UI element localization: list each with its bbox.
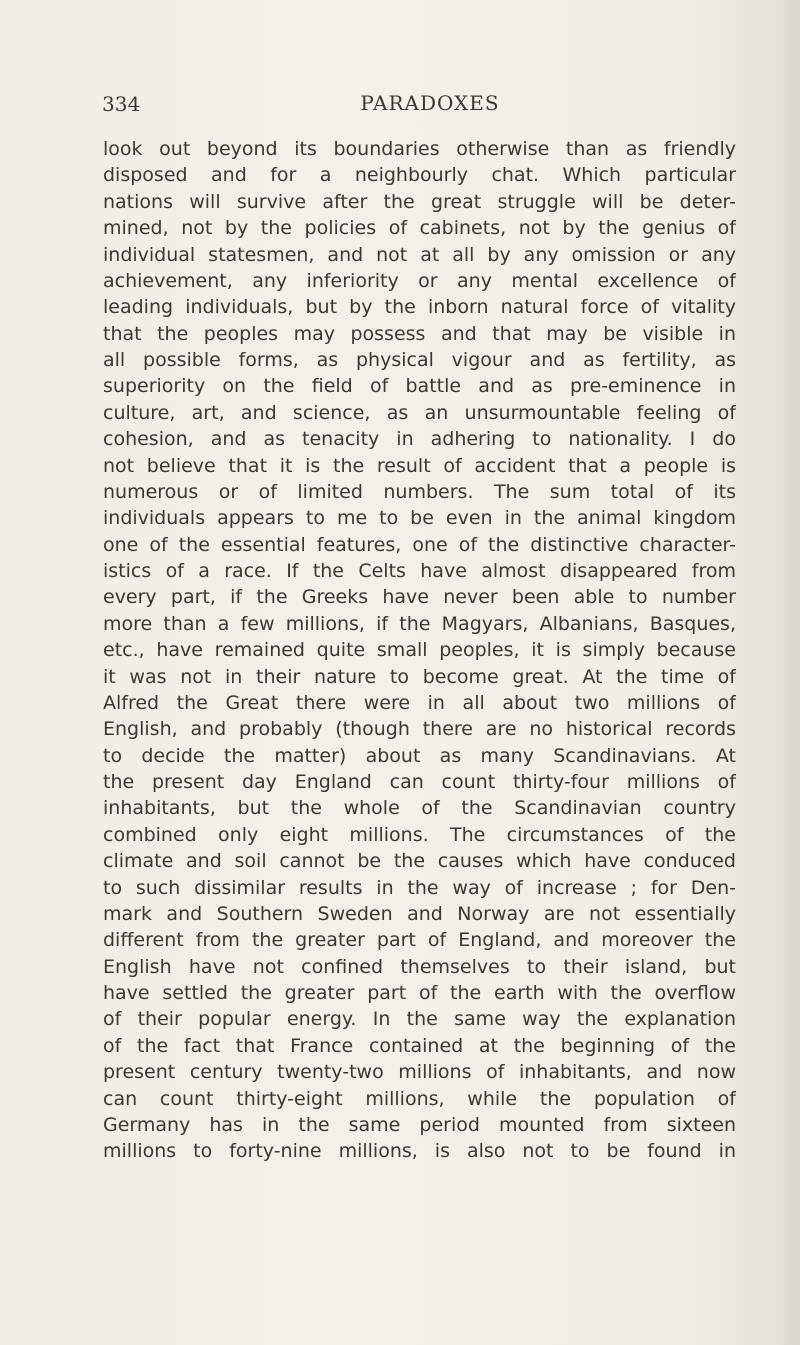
text-line: culture, art, and science, as an unsurmountable feeling of xyxy=(103,401,736,424)
text-line: to such dissimilar results in the way of increase ; for Den- xyxy=(103,876,736,899)
text-line: of the fact that France contained at the beginning of the xyxy=(103,1034,736,1057)
text-line: mark and Southern Sweden and Norway are not essentially xyxy=(103,902,736,925)
text-line: all possible forms, as physical vigour and as fertility, as xyxy=(103,349,736,371)
text-line: English have not confined themselves to their island, but xyxy=(103,955,736,978)
body-text xyxy=(103,136,736,1165)
text-line: climate and soil cannot be the causes which have conduced xyxy=(103,850,736,873)
text-line: individuals appears to me to be even in the animal kingdom xyxy=(103,507,736,530)
text-line: every part, if the Greeks have never been able to number xyxy=(103,586,736,609)
text-line: look out beyond its boundaries otherwise than as friendly xyxy=(103,138,736,160)
text-line: can count thirty-eight millions, while the population of xyxy=(103,1087,736,1110)
running-title: PARADOXES xyxy=(360,91,500,115)
text-line: combined only eight millions. The circumstances of the xyxy=(103,823,736,846)
page-number: 334 xyxy=(102,92,141,116)
text-line: individual statesmen, and not at all by any omission or any xyxy=(103,243,736,266)
text-line: millions to forty-nine millions, is also not to be found in xyxy=(103,1140,736,1163)
text-line: the present day England can count thirty-four millions of xyxy=(103,771,736,793)
text-line: that the peoples may possess and that may be visible in xyxy=(103,322,736,345)
text-line: inhabitants, but the whole of the Scandinavian country xyxy=(103,797,736,820)
text-line: istics of a race. If the Celts have almost disappeared from xyxy=(103,560,736,582)
text-line: different from the greater part of England, and moreover the xyxy=(103,929,736,952)
text-line: nations will survive after the great struggle will be deter- xyxy=(103,190,736,213)
text-line: disposed and for a neighbourly chat. Which particular xyxy=(103,164,736,187)
text-line: Alfred the Great there were in all about two millions of xyxy=(103,691,736,714)
text-line: leading individuals, but by the inborn natural force of vitality xyxy=(103,296,736,319)
text-line: mined, not by the policies of cabinets, not by the genius of xyxy=(103,217,736,240)
text-line: etc., have remained quite small peoples, it is simply because xyxy=(103,639,736,662)
text-line: one of the essential features, one of the distinctive character- xyxy=(103,533,736,556)
text-line: have settled the greater part of the earth with the overflow xyxy=(103,982,736,1004)
text-line: superiority on the field of battle and as pre-eminence in xyxy=(103,375,736,398)
text-line: cohesion, and as tenacity in adhering to nationality. I do xyxy=(103,428,736,451)
text-line: numerous or of limited numbers. The sum total of its xyxy=(103,480,736,503)
text-line: English, and probably (though there are no historical records xyxy=(103,718,736,741)
text-line: not believe that it is the result of accident that a people is xyxy=(103,454,736,477)
text-line: to decide the matter) about as many Scandinavians. At xyxy=(103,744,736,767)
text-line: more than a few millions, if the Magyars, Albanians, Basques, xyxy=(103,612,736,635)
text-line: achievement, any inferiority or any mental excellence of xyxy=(103,269,736,292)
text-line: it was not in their nature to become great. At the time of xyxy=(103,665,736,688)
text-line: present century twenty-two millions of inhabitants, and now xyxy=(103,1061,736,1084)
text-line: Germany has in the same period mounted from sixteen xyxy=(103,1113,736,1136)
text-line: of their popular energy. In the same way the explanation xyxy=(103,1008,736,1031)
